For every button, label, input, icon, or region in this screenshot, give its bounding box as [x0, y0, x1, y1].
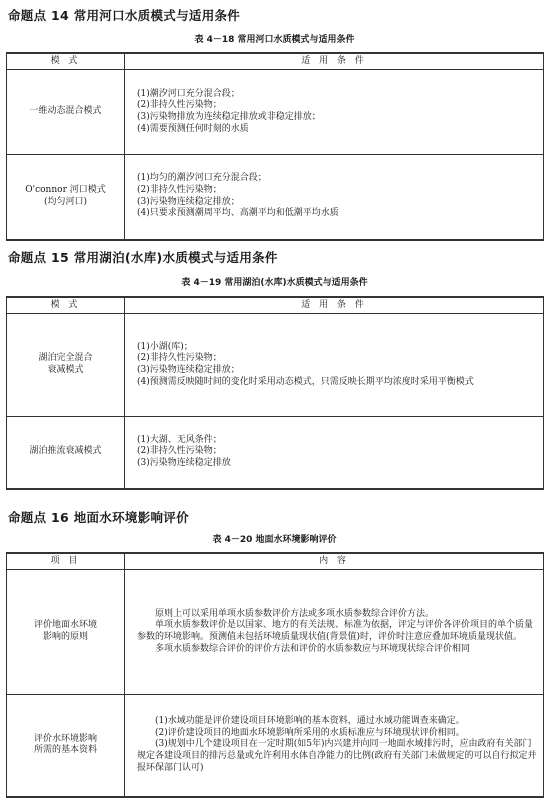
content-paragraph: (3)规划中几个建设项目在一定时期(如5年)内兴建并向同一地面水域排污时，应由政府有关部门规定各建设项目的排污总量或允许利用水体自净能力的比例(政府有关部门未做规定的可以自行拟定并报环保部门认可) — [137, 739, 537, 773]
table-row — [7, 695, 544, 797]
table-4-18 — [6, 52, 544, 241]
condition-item: (1)小湖(库)； — [137, 341, 193, 352]
item-name-line2: 所需的基本资料 — [33, 745, 97, 756]
mode-name: 一维动态混合模式 — [29, 106, 102, 117]
condition-item: (4)只要求预测潮周平均、高潮平均和低潮平均水质 — [137, 208, 339, 219]
condition-item: (4)预测需反映随时间的变化时采用动态模式，只需反映长期平均浓度时采用平衡模式 — [137, 376, 474, 387]
mode-subtitle: (均匀河口) — [43, 196, 88, 207]
mode-cell — [7, 417, 125, 489]
table-4-18-caption: 表 4－18 常用河口水质模式与适用条件 — [194, 35, 355, 45]
condition-item: (2)非持久性污染物； — [137, 185, 222, 196]
item-cell — [7, 695, 125, 797]
condition-item: (1)大湖、无风条件； — [137, 434, 222, 445]
table-4-19-caption: 表 4－19 常用湖泊(水库)水质模式与适用条件 — [181, 278, 368, 288]
conditions-cell — [125, 70, 544, 155]
section-14-heading: 命题点 14 常用河口水质模式与适用条件 — [8, 8, 241, 23]
condition-item: (2)非持久性污染物； — [137, 446, 222, 457]
column-header-conditions: 适 用 条 件 — [125, 297, 544, 314]
conditions-cell — [125, 155, 544, 240]
table-row — [7, 70, 544, 155]
table-4-20 — [6, 552, 544, 798]
content-paragraph: 原则上可以采用单项水质参数评价方法或多项水质参数综合评价方法。 — [155, 608, 435, 619]
table-row — [7, 570, 544, 695]
mode-name-line2: 衰减模式 — [47, 365, 84, 375]
content-cell — [125, 695, 544, 797]
table-4-19 — [6, 296, 544, 490]
content-paragraph: (1)水域功能是评价建设项目环境影响的基本资料，通过水域功能调查来确定。 — [155, 716, 465, 727]
condition-item: (1)均匀的潮汐河口充分混合段； — [137, 173, 267, 184]
condition-item: (3)污染物连续稳定排放； — [137, 365, 240, 375]
condition-item: (3)污染物连续稳定排放； — [137, 196, 240, 207]
condition-item: (3)污染物排放为连续稳定排放或非稳定排放； — [137, 112, 321, 122]
mode-name: 湖泊完全混合 — [38, 353, 93, 364]
item-name-line2: 影响的原则 — [42, 632, 88, 642]
content-paragraph: 多项水质参数综合评价的评价方法和评价的水质参数应与环境现状综合评价相同 — [155, 643, 471, 654]
condition-item: (2)非持久性污染物； — [137, 353, 222, 364]
section-15-heading: 命题点 15 常用湖泊(水库)水质模式与适用条件 — [8, 250, 278, 265]
conditions-cell — [125, 314, 544, 417]
condition-item: (1)潮汐河口充分混合段； — [137, 88, 240, 99]
content-paragraph: 单项水质参数评价是以国家、地方的有关法规、标准为依据，评定与评价各评价项目的单个质量参数的环境影响。预测值未包括环境质量现状值(背景值)时，评价时注意应叠加环境质量现状值。 — [137, 620, 534, 642]
condition-item: (4)需要预测任何时刻的水质 — [137, 123, 249, 134]
conditions-cell — [125, 417, 544, 489]
item-name: 评价水环境影响 — [33, 733, 97, 744]
content-cell — [125, 570, 544, 695]
table-4-20-caption: 表 4－20 地面水环境影响评价 — [212, 535, 337, 545]
table-row — [7, 417, 544, 489]
column-header-item: 项 目 — [7, 553, 125, 570]
item-cell — [7, 570, 125, 695]
mode-name: O'connor 河口模式 — [25, 185, 106, 196]
content-paragraph: (2)评价建设项目的地面水环境影响所采用的水质标准应与环境现状评价相同。 — [155, 727, 465, 738]
column-header-mode: 模 式 — [7, 53, 125, 70]
mode-name: 湖泊推流衰减模式 — [29, 446, 102, 457]
mode-cell — [7, 155, 125, 240]
condition-item: (3)污染物连续稳定排放 — [137, 458, 231, 469]
mode-cell — [7, 314, 125, 417]
column-header-content: 内 容 — [125, 553, 544, 570]
table-row — [7, 155, 544, 240]
section-16-heading: 命题点 16 地面水环境影响评价 — [8, 510, 189, 525]
mode-cell — [7, 70, 125, 155]
item-name: 评价地面水环境 — [33, 620, 97, 631]
column-header-mode: 模 式 — [7, 297, 125, 314]
table-row — [7, 314, 544, 417]
condition-item: (2)非持久性污染物； — [137, 100, 222, 111]
column-header-conditions: 适 用 条 件 — [125, 53, 544, 70]
